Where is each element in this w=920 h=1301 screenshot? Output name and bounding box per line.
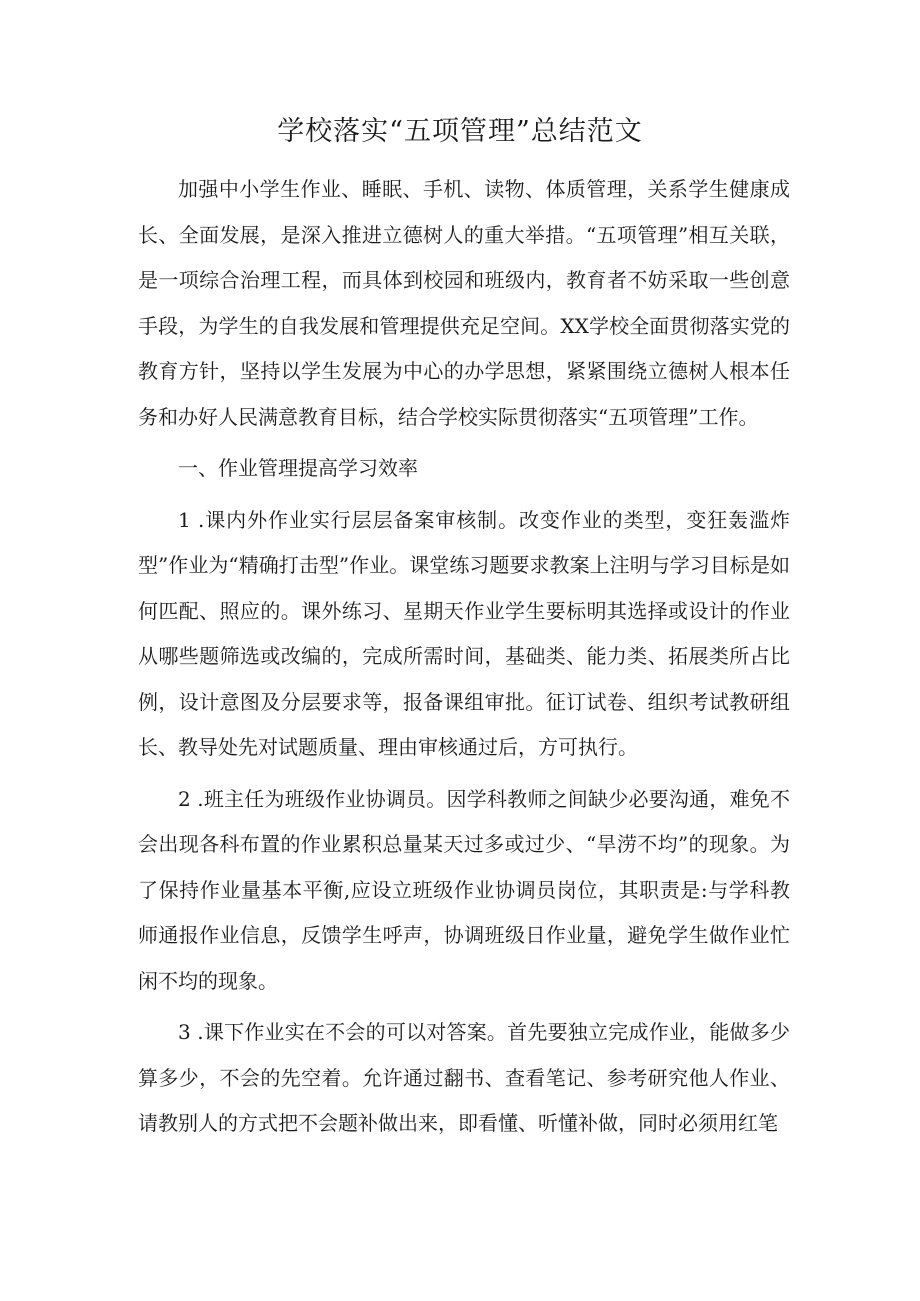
document-body (138, 167, 790, 1147)
intro-paragraph: 加强中小学生作业、睡眠、手机、读物、体质管理，关系学生健康成长、全面发展，是深入推进立德树人的重大举措。“五项管理”相互关联，是一项综合治理工程，而具体到校园和班级内，教育者不妨采取一些创意手段，为学生的自我发展和管理提供充足空间。XX学校全面贯彻落实党的教育方针，坚持以学生发展为中心的办学思想，紧紧围绕立德树人根本任务和办好人民满意教育目标，结合学校实际贯彻落实“五项管理”工作。 (138, 177, 790, 429)
item-paragraph-1: 1 .课内外作业实行层层备案审核制。改变作业的类型，变狂轰滥炸型”作业为“精确打击型”作业。课堂练习题要求教案上注明与学习目标是如何匹配、照应的。课外练习、星期天作业学生要标明其选择或设计的作业从哪些题筛选或改编的，完成所需时间，基础类、能力类、拓展类所占比例，设计意图及分层要求等，报备课组审批。征订试卷、组织考试教研组长、教导处先对试题质量、理由审核通过后，方可执行。 (138, 507, 790, 759)
document-title: 学校落实“五项管理”总结范文 (277, 116, 643, 147)
item-paragraph-2: 2 .班主任为班级作业协调员。因学科教师之间缺少必要沟通，难免不会出现各科布置的作业累积总量某天过多或过少、“旱涝不均”的现象。为了保持作业量基本平衡,应设立班级作业协调员岗位，其职责是:与学科教师通报作业信息，反馈学生呼声，协调班级日作业量，避免学生做作业忙闲不均的现象。 (138, 786, 790, 993)
item-paragraph-3: 3 .课下作业实在不会的可以对答案。首先要独立完成作业，能做多少算多少，不会的先空着。允许通过翻书、查看笔记、参考研究他人作业、请教别人的方式把不会题补做出来，即看懂、听懂补做，同时必须用红笔 (138, 1020, 790, 1135)
section-heading: 一、作业管理提高学习效率 (178, 456, 418, 480)
